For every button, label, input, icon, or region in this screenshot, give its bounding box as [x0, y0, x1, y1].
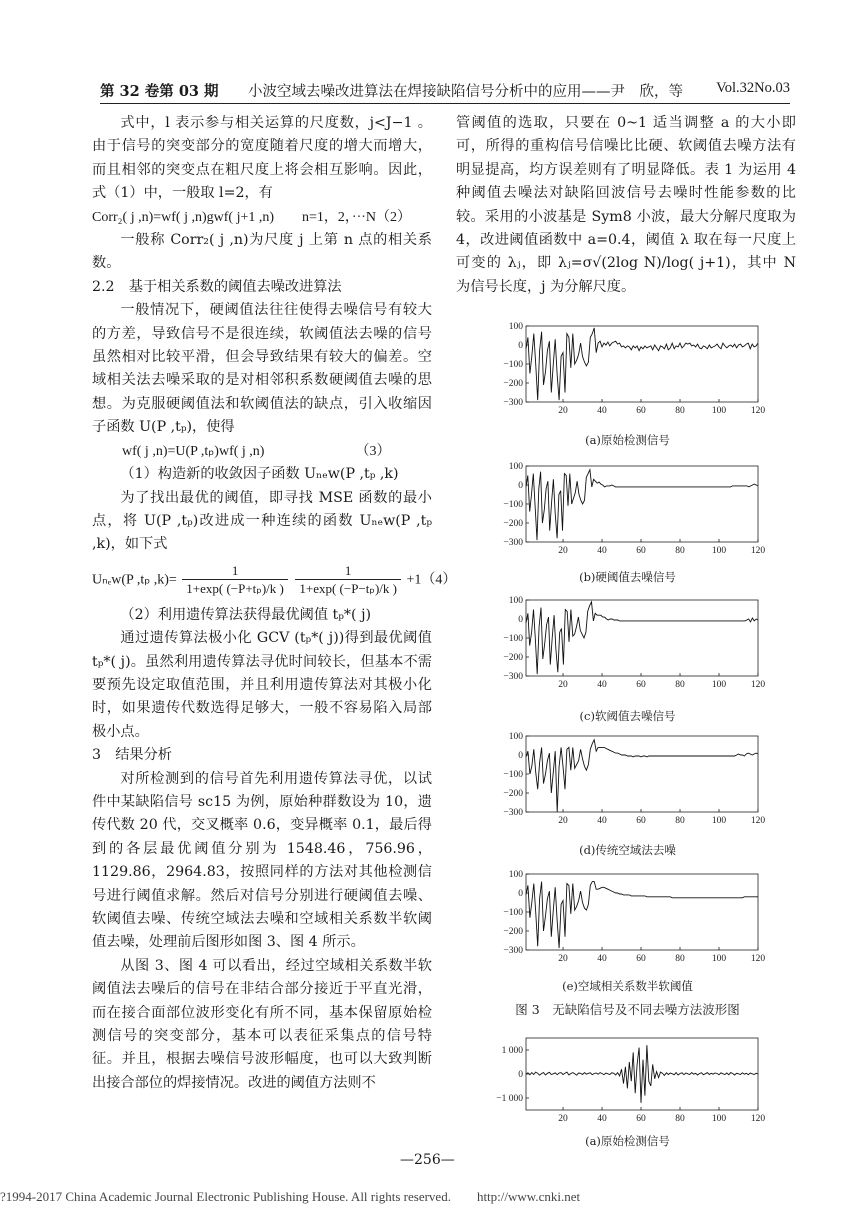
y-tick-label: −100 [503, 360, 523, 370]
y-tick-label: −100 [503, 500, 523, 510]
x-tick-label: 100 [711, 954, 727, 964]
plot-frame [526, 874, 758, 950]
y-tick-label: 100 [508, 462, 523, 472]
plot-frame [526, 600, 758, 676]
y-tick-label: −300 [503, 538, 523, 548]
section-heading-2-2: 2.2 基于相关系数的阈值去噪改进算法 [92, 278, 342, 295]
x-tick-label: 80 [675, 954, 685, 964]
x-tick-label: 100 [711, 406, 727, 416]
caption-3c: (c)软阈值去噪信号 [579, 709, 676, 723]
caption-4a: (a)原始检测信号 [585, 1134, 670, 1148]
x-tick-label: 40 [597, 1114, 607, 1124]
paragraph: （2）利用遗传算法获得最优阈值 tₚ*( j) [120, 606, 372, 623]
equation-4-denominator-2: 1+exp( (−P−tₚ)/k ) [299, 580, 397, 596]
x-tick-label: 40 [597, 546, 607, 556]
article-running-title: 小波空域去噪改进算法在焊接缺陷信号分析中的应用——尹 欣，等 [248, 84, 683, 100]
page-number: —256— [400, 1152, 455, 1168]
x-tick-label: 60 [636, 546, 646, 556]
x-tick-label: 100 [711, 1114, 727, 1124]
x-tick-label: 20 [558, 816, 568, 826]
x-tick-label: 60 [636, 954, 646, 964]
running-header [100, 80, 790, 102]
y-tick-label: −200 [503, 789, 523, 799]
equation-4-numerator: 1 [182, 563, 288, 580]
x-tick-label: 120 [750, 546, 766, 556]
y-tick-label: −100 [503, 634, 523, 644]
y-tick-label: 100 [508, 322, 523, 332]
y-tick-label: −300 [503, 398, 523, 408]
paragraph: 为了找出最优的阈值，即寻找 MSE 函数的最小点，将 U(P ,tₚ)改进成一种连续的函数 Uₙₑw(P ,tₚ ,k)，如下式 [92, 489, 432, 553]
plot-frame [526, 466, 758, 542]
caption-3e: (e)空域相关系数半软阈值 [562, 979, 693, 993]
caption-3a: (a)原始检测信号 [585, 433, 670, 447]
equation-4-tail: +1（4） [406, 572, 457, 588]
paragraph: 式中，l 表示参与相关运算的尺度数，j<J−1 。由于信号的突变部分的宽度随着尺度的增大而增大，而且相邻的突变点在粗尺度上将会相互影响。因此，式（1）中，一般取 l=2，有 [92, 115, 432, 202]
plot-frame [526, 1038, 758, 1110]
x-tick-label: 40 [597, 406, 607, 416]
y-tick-label: 0 [518, 889, 523, 899]
equation-4-fraction-1 [182, 563, 288, 598]
y-tick-label: 0 [518, 751, 523, 761]
journal-volume-en: Vol.32No.03 [716, 80, 790, 96]
x-tick-label: 120 [750, 406, 766, 416]
equation-4-lhs: Uₙₑw(P ,tₚ ,k)= [92, 572, 177, 588]
y-tick-label: −100 [503, 770, 523, 780]
left-column [92, 112, 457, 1095]
x-tick-label: 80 [675, 816, 685, 826]
y-tick-label: 100 [508, 596, 523, 606]
equation-3: wf( j ,n)=U(P ,tₚ)wf( j ,n) （3） [122, 443, 391, 459]
x-tick-label: 80 [675, 1114, 685, 1124]
signal-line [526, 740, 758, 812]
y-tick-label: 100 [508, 870, 523, 880]
paragraph: （1）构造新的收敛因子函数 Uₙₑw(P ,tₚ ,k) [120, 466, 399, 483]
x-tick-label: 20 [558, 406, 568, 416]
paragraph: 对所检测到的信号首先利用遗传算法寻优，以试件中某缺陷信号 sc15 为例，原始种群数设为 10，遗传代数 20 代，交叉概率 0.6，变异概率 0.1，最后得到的各层最优阈值分别为 1548.46，756.96，1129.86，2964.83，按照同样的方法对其他检测信号进行阈值求解。然后对信号分别进行硬阈值去噪、软阈值去噪、传统空域法去噪和空域相关系数半软阈值去噪，处理前后图形如图 3、图 4 所示。 [92, 770, 432, 951]
equation-4-denominator-1: 1+exp( (−P+tₚ)/k ) [186, 580, 284, 596]
x-tick-label: 60 [636, 680, 646, 690]
x-tick-label: 100 [711, 546, 727, 556]
y-tick-label: 0 [518, 481, 523, 491]
right-column [456, 112, 796, 299]
caption-3d: (d)传统空域法去噪 [579, 843, 676, 857]
y-tick-label: 100 [508, 732, 523, 742]
signal-line [526, 1045, 758, 1103]
x-tick-label: 60 [636, 406, 646, 416]
equation-4-fraction-2 [295, 563, 401, 598]
y-tick-label: −1 000 [496, 1094, 523, 1104]
x-tick-label: 80 [675, 680, 685, 690]
header-rule [100, 103, 790, 104]
x-tick-label: 120 [750, 816, 766, 826]
y-tick-label: 0 [518, 341, 523, 351]
x-tick-label: 60 [636, 816, 646, 826]
caption-3b: (b)硬阈值去噪信号 [579, 570, 676, 584]
x-tick-label: 100 [711, 680, 727, 690]
x-tick-label: 120 [750, 680, 766, 690]
x-tick-label: 120 [750, 954, 766, 964]
equation-4-numerator: 1 [295, 563, 401, 580]
x-tick-label: 20 [558, 546, 568, 556]
y-tick-label: −200 [503, 927, 523, 937]
y-tick-label: −300 [503, 672, 523, 682]
signal-line [526, 470, 758, 540]
y-tick-label: −300 [503, 946, 523, 956]
x-tick-label: 100 [711, 816, 727, 826]
x-tick-label: 80 [675, 406, 685, 416]
paragraph: 一般称 Corr₂( j ,n)为尺度 j 上第 n 点的相关系数。 [92, 232, 432, 272]
y-tick-label: 1 000 [501, 1046, 523, 1056]
x-tick-label: 40 [597, 816, 607, 826]
copyright-footer: ?1994-2017 China Academic Journal Electronic Publishing House. All rights reserved. http://www.cnki.net [0, 1189, 581, 1204]
paragraph: 通过遗传算法极小化 GCV (tₚ*( j))得到最优阈值 tₚ*( j)。虽然利用遗传算法寻优时间较长，但基本不需要预先设定取值范围，并且利用遗传算法对其极小化时，如果遗传代数选得足够大，一般不容易陷入局部极小点。 [92, 630, 432, 740]
x-tick-label: 80 [675, 546, 685, 556]
x-tick-label: 20 [558, 1114, 568, 1124]
plot-frame [526, 736, 758, 812]
x-tick-label: 40 [597, 954, 607, 964]
y-tick-label: −200 [503, 519, 523, 529]
equation-4 [92, 562, 457, 598]
paragraph: 从图 3、图 4 可以看出，经过空域相关系数半软阈值法去噪后的信号在非结合部分接近于平直光滑，而在接合面部位波形变化有所不同，基本保留原始检测信号的突变部分，基本可以表征采集点的信号特征。并且，根据去噪信号波形幅度，也可以大致判断出接合部位的焊接情况。改进的阈值方法则不 [92, 957, 432, 1091]
journal-volume: 第 32 卷第 03 期 [100, 83, 219, 100]
y-tick-label: 0 [518, 615, 523, 625]
equation-2: Corr₂( j ,n)=wf( j ,n)gwf( j+1 ,n) n=1，2，···N（2） [92, 209, 412, 225]
paragraph: 管阈值的选取，只要在 0~1 适当调整 a 的大小即可，所得的重构信号信噪比比硬、软阈值去噪方法有明显提高，均方误差则有了明显降低。表 1 为运用 4 种阈值去噪法对缺陷回波信号去噪时性能参数的比较。采用的小波基是 Sym8 小波，最大分解尺度取为 4，改进阈值函数中 a=0.4，阈值 λ 取在每一尺度上可变的 λⱼ，即 λⱼ=σ√(2log N)/log( j+1)，其中 N 为信号长度，j 为分解尺度。 [456, 115, 796, 295]
x-tick-label: 120 [750, 1114, 766, 1124]
plot-frame [526, 326, 758, 402]
signal-line [526, 882, 758, 949]
signal-line [526, 602, 758, 674]
paragraph: 一般情况下，硬阈值法往往使得去噪信号有较大的方差，导致信号不是很连续，软阈值法去噪的信号虽然相对比较平滑，但会导致结果有较大的偏差。空域相关法去噪采取的是对相邻积系数硬阈值去噪的思想。为克服硬阈值法和软阈值法的缺点，引入收缩因子函数 U(P ,tₚ)，使得 [92, 302, 432, 436]
y-tick-label: −300 [503, 808, 523, 818]
x-tick-label: 60 [636, 1114, 646, 1124]
x-tick-label: 20 [558, 680, 568, 690]
y-tick-label: −100 [503, 908, 523, 918]
x-tick-label: 20 [558, 954, 568, 964]
figure-3-caption: 图 3 无缺陷信号及不同去噪方法波形图 [515, 1002, 740, 1017]
y-tick-label: −200 [503, 379, 523, 389]
y-tick-label: 0 [518, 1070, 523, 1080]
signal-line [526, 328, 758, 400]
section-heading-3: 3 结果分析 [92, 747, 172, 764]
x-tick-label: 40 [597, 680, 607, 690]
y-tick-label: −200 [503, 653, 523, 663]
